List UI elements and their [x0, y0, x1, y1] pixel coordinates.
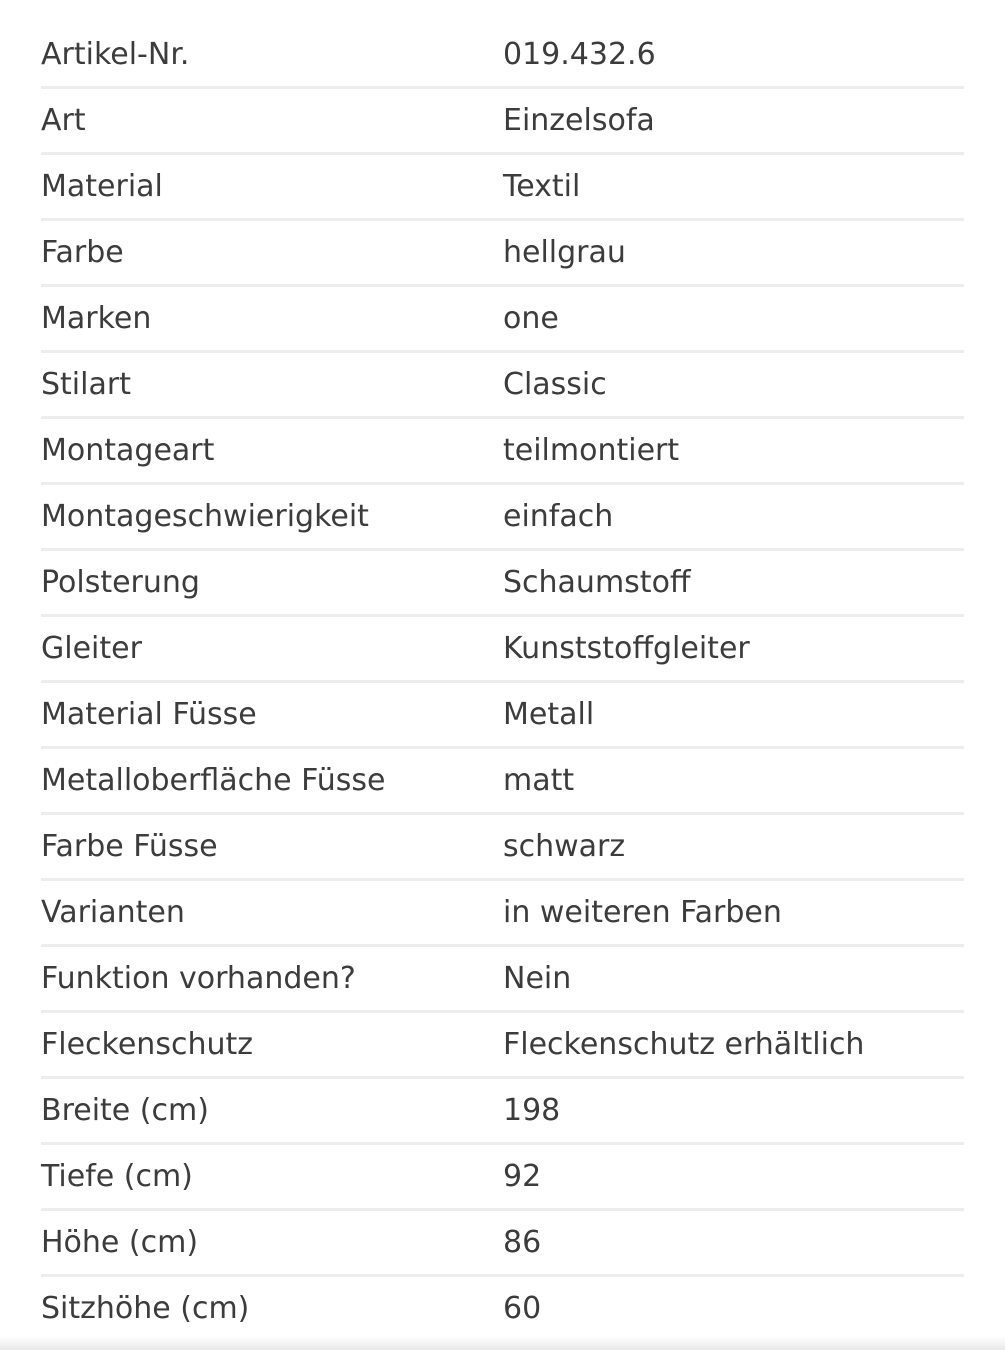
spec-row — [41, 221, 964, 287]
spec-label: Varianten — [41, 894, 185, 930]
spec-value: Einzelsofa — [503, 102, 655, 138]
spec-row — [41, 617, 964, 683]
spec-value: Kunststoffgleiter — [503, 630, 750, 666]
spec-value: Metall — [503, 696, 595, 732]
spec-value: schwarz — [503, 828, 626, 864]
spec-value: 86 — [503, 1224, 542, 1260]
spec-row — [41, 947, 964, 1013]
spec-row — [41, 419, 964, 485]
spec-label: Breite (cm) — [41, 1092, 209, 1128]
spec-label: Material — [41, 168, 163, 204]
spec-label: Montageart — [41, 432, 215, 468]
spec-value: einfach — [503, 498, 614, 534]
spec-value: one — [503, 300, 559, 336]
spec-label: Höhe (cm) — [41, 1224, 199, 1260]
spec-row — [41, 353, 964, 419]
spec-value: Textil — [503, 168, 581, 204]
spec-row — [41, 485, 964, 551]
spec-row — [41, 1013, 964, 1079]
spec-label: Farbe Füsse — [41, 828, 218, 864]
spec-row — [41, 749, 964, 815]
spec-value: 92 — [503, 1158, 542, 1194]
spec-row — [41, 1079, 964, 1145]
spec-row — [41, 23, 964, 89]
spec-label: Artikel-Nr. — [41, 36, 190, 72]
spec-value: Nein — [503, 960, 572, 996]
spec-value: matt — [503, 762, 575, 798]
spec-label: Montageschwierigkeit — [41, 498, 369, 534]
spec-row — [41, 1277, 964, 1340]
spec-label: Material Füsse — [41, 696, 257, 732]
spec-label: Farbe — [41, 234, 124, 270]
spec-value: in weiteren Farben — [503, 894, 782, 930]
spec-value: Classic — [503, 366, 607, 402]
spec-row — [41, 155, 964, 221]
spec-label: Metalloberfläche Füsse — [41, 762, 386, 798]
spec-row — [41, 551, 964, 617]
spec-row — [41, 287, 964, 353]
spec-value: hellgrau — [503, 234, 626, 270]
spec-label: Tiefe (cm) — [41, 1158, 193, 1194]
spec-value: Fleckenschutz erhältlich — [503, 1026, 865, 1062]
spec-value: 019.432.6 — [503, 36, 656, 72]
spec-label: Stilart — [41, 366, 131, 402]
spec-value: 60 — [503, 1290, 542, 1326]
spec-row — [41, 89, 964, 155]
spec-row — [41, 815, 964, 881]
spec-label: Fleckenschutz — [41, 1026, 253, 1062]
spec-value: teilmontiert — [503, 432, 680, 468]
spec-label: Gleiter — [41, 630, 142, 666]
spec-row — [41, 1145, 964, 1211]
spec-row — [41, 683, 964, 749]
spec-label: Marken — [41, 300, 152, 336]
spec-row — [41, 1211, 964, 1277]
spec-label: Polsterung — [41, 564, 200, 600]
spec-label: Funktion vorhanden? — [41, 960, 356, 996]
spec-label: Sitzhöhe (cm) — [41, 1290, 250, 1326]
bottom-edge-shadow — [0, 1336, 1005, 1350]
spec-value: Schaumstoff — [503, 564, 691, 600]
product-specs-table — [41, 23, 964, 1340]
spec-value: 198 — [503, 1092, 561, 1128]
spec-row — [41, 881, 964, 947]
spec-label: Art — [41, 102, 86, 138]
